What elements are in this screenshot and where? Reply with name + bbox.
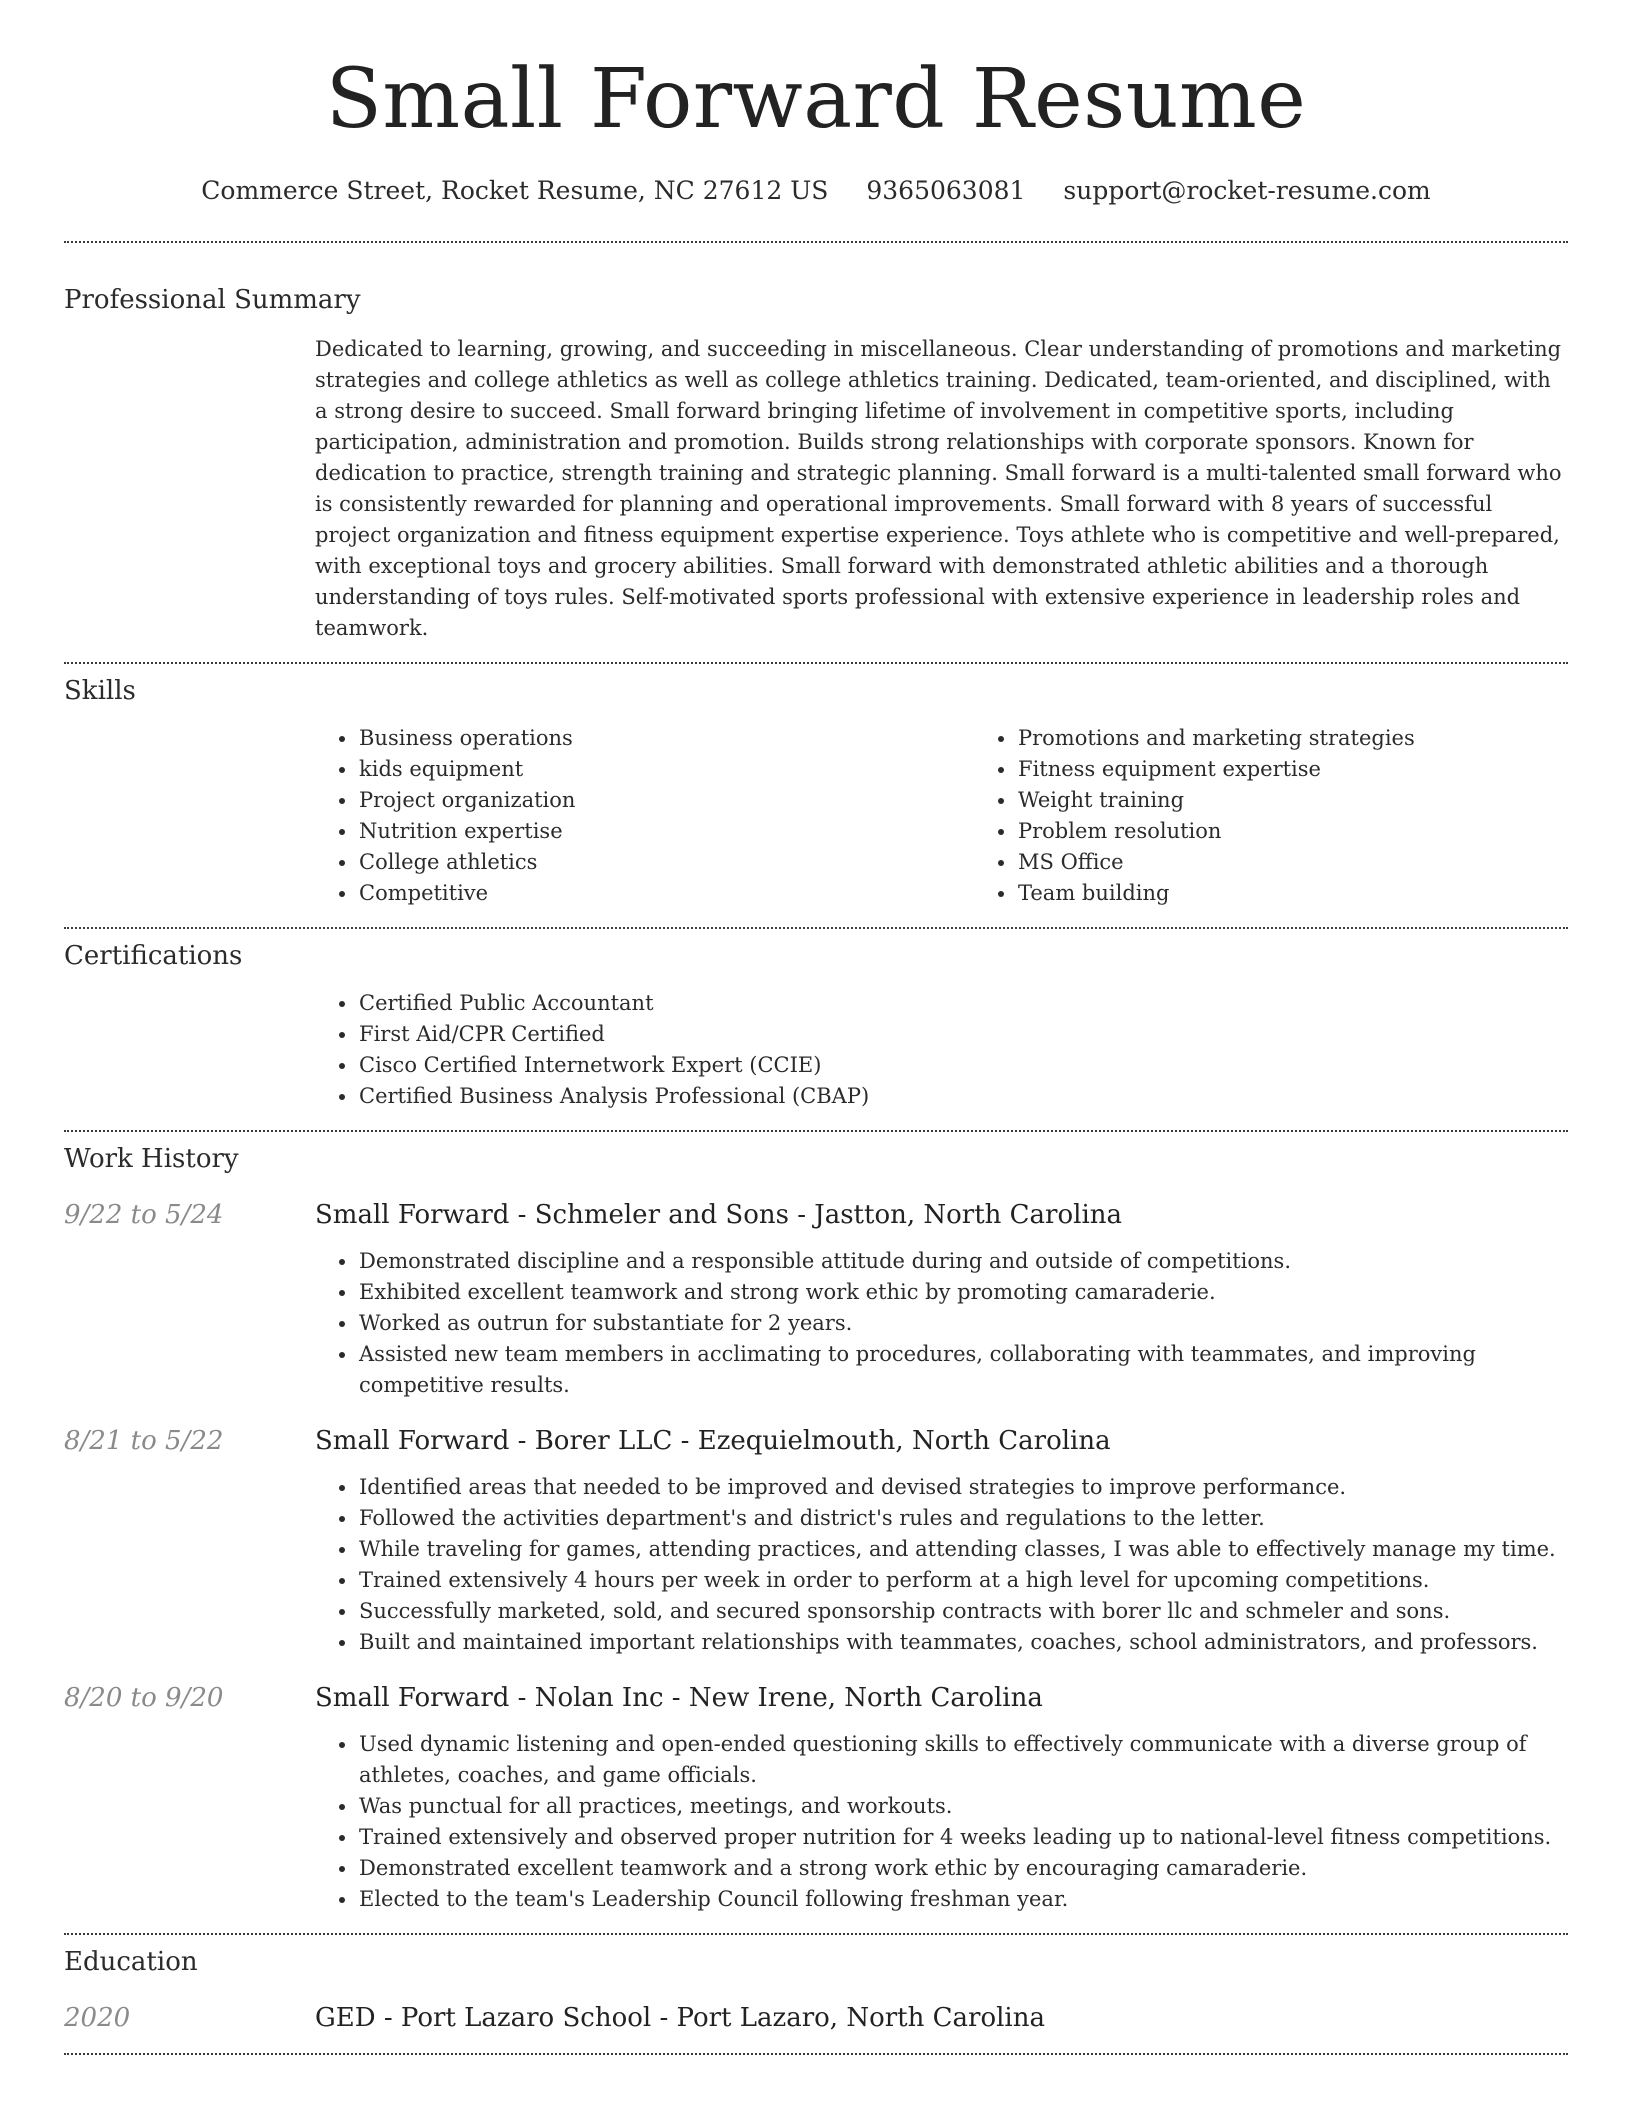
job-details xyxy=(315,1472,1568,1658)
contact-phone: 9365063081 xyxy=(866,176,1026,205)
skill-item: • Team building xyxy=(1017,878,1415,909)
section-heading-summary: Professional Summary xyxy=(64,285,361,315)
job-header xyxy=(64,1424,1568,1458)
summary-section xyxy=(315,334,1568,644)
contact-email: support@rocket-resume.com xyxy=(1063,176,1431,205)
divider xyxy=(64,927,1568,929)
job-bullet: • Used dynamic listening and open-ended questioning skills to effectively communicate with a diverse group of athletes, coaches, and game officials. xyxy=(358,1729,1568,1791)
contact-address: Commerce Street, Rocket Resume, NC 27612 US xyxy=(201,176,829,205)
job-entry xyxy=(64,1198,1568,1401)
job-bullet: • Demonstrated excellent teamwork and a strong work ethic by encouraging camaraderie. xyxy=(358,1853,1568,1884)
divider xyxy=(64,241,1568,243)
summary-text: Dedicated to learning, growing, and succeeding in miscellaneous. Clear understanding of promotions and marketing strategies and college athletics as well as college athletics training. Dedicated, team-oriented, and disciplined, with a strong desire to succeed. Small forward bringing lifetime of involvement in competitive sports, including participation, administration and promotion. Builds strong relationships with corporate sponsors. Known for dedication to practice, strength training and strategic planning. Small forward is a multi-talented small forward who is consistently rewarded for planning and operational improvements. Small forward with 8 years of successful project organization and fitness equipment expertise experience. Toys athlete who is competitive and well-prepared, with exceptional toys and grocery abilities. Small forward with demonstrated athletic abilities and a thorough understanding of toys rules. Self-motivated sports professional with extensive experience in leadership roles and teamwork. xyxy=(315,337,1562,640)
job-title: Small Forward - Schmeler and Sons - Jastton, North Carolina xyxy=(315,1200,1123,1230)
job-header xyxy=(64,1681,1568,1715)
skills-list-right xyxy=(974,723,1415,909)
skill-item: • Competitive xyxy=(358,878,974,909)
job-bullets xyxy=(315,1246,1568,1401)
job-bullet: • Elected to the team's Leadership Council following freshman year. xyxy=(358,1884,1568,1915)
job-bullet: • Followed the activities department's and district's rules and regulations to the letter. xyxy=(358,1503,1568,1534)
job-title: Small Forward - Borer LLC - Ezequielmouth, North Carolina xyxy=(315,1426,1111,1456)
job-bullet: • Built and maintained important relationships with teammates, coaches, school administrators, and professors. xyxy=(358,1627,1568,1658)
education-title: GED - Port Lazaro School - Port Lazaro, North Carolina xyxy=(315,2003,1045,2033)
certification-item: • Certified Business Analysis Professional (CBAP) xyxy=(358,1081,1568,1112)
skill-item: • MS Office xyxy=(1017,847,1415,878)
skill-item: • Promotions and marketing strategies xyxy=(1017,723,1415,754)
divider xyxy=(64,1933,1568,1935)
job-details xyxy=(315,1246,1568,1401)
section-heading-work: Work History xyxy=(64,1144,239,1174)
certifications-list xyxy=(315,988,1568,1112)
job-bullet: • Demonstrated discipline and a responsible attitude during and outside of competitions. xyxy=(358,1246,1568,1277)
certification-item: • First Aid/CPR Certified xyxy=(358,1019,1568,1050)
section-heading-skills: Skills xyxy=(64,676,136,706)
job-details xyxy=(315,1729,1568,1915)
divider xyxy=(64,1130,1568,1132)
section-heading-education: Education xyxy=(64,1947,198,1977)
skill-item: • Nutrition expertise xyxy=(358,816,974,847)
job-bullet: • Trained extensively and observed proper nutrition for 4 weeks leading up to national-level fitness competitions. xyxy=(358,1822,1568,1853)
skills-list-left xyxy=(315,723,974,909)
certifications-section xyxy=(315,988,1568,1112)
divider xyxy=(64,2053,1568,2055)
job-dates: 8/20 to 9/20 xyxy=(64,1683,224,1713)
skill-item: • College athletics xyxy=(358,847,974,878)
certification-item: • Cisco Certified Internetwork Expert (CCIE) xyxy=(358,1050,1568,1081)
skill-item: • Fitness equipment expertise xyxy=(1017,754,1415,785)
job-bullet: • Trained extensively 4 hours per week in order to perform at a high level for upcoming competitions. xyxy=(358,1565,1568,1596)
skill-item: • Weight training xyxy=(1017,785,1415,816)
section-heading-certifications: Certifications xyxy=(64,941,243,971)
divider xyxy=(64,662,1568,664)
job-dates: 8/21 to 5/22 xyxy=(64,1426,224,1456)
job-title: Small Forward - Nolan Inc - New Irene, North Carolina xyxy=(315,1683,1043,1713)
job-entry xyxy=(64,1681,1568,1915)
education-entry xyxy=(64,2001,1568,2035)
education-year: 2020 xyxy=(64,2003,131,2033)
skill-item: • Business operations xyxy=(358,723,974,754)
skill-item: • Problem resolution xyxy=(1017,816,1415,847)
certification-item: • Certified Public Accountant xyxy=(358,988,1568,1019)
job-bullets xyxy=(315,1472,1568,1658)
job-dates: 9/22 to 5/24 xyxy=(64,1200,224,1230)
skills-section xyxy=(315,723,1568,909)
job-header xyxy=(64,1198,1568,1232)
skill-item: • Project organization xyxy=(358,785,974,816)
job-bullet: • Successfully marketed, sold, and secured sponsorship contracts with borer llc and schmeler and sons. xyxy=(358,1596,1568,1627)
job-bullet: • While traveling for games, attending practices, and attending classes, I was able to effectively manage my time. xyxy=(358,1534,1568,1565)
contact-line xyxy=(64,174,1568,208)
job-bullet: • Was punctual for all practices, meetings, and workouts. xyxy=(358,1791,1568,1822)
job-bullets xyxy=(315,1729,1568,1915)
resume-title: Small Forward Resume xyxy=(325,52,1307,147)
job-bullet: • Assisted new team members in acclimating to procedures, collaborating with teammates, and improving competitive results. xyxy=(358,1339,1568,1401)
job-bullet: • Identified areas that needed to be improved and devised strategies to improve performance. xyxy=(358,1472,1568,1503)
job-entry xyxy=(64,1424,1568,1658)
job-bullet: • Worked as outrun for substantiate for 2 years. xyxy=(358,1308,1568,1339)
skill-item: • kids equipment xyxy=(358,754,974,785)
job-bullet: • Exhibited excellent teamwork and strong work ethic by promoting camaraderie. xyxy=(358,1277,1568,1308)
